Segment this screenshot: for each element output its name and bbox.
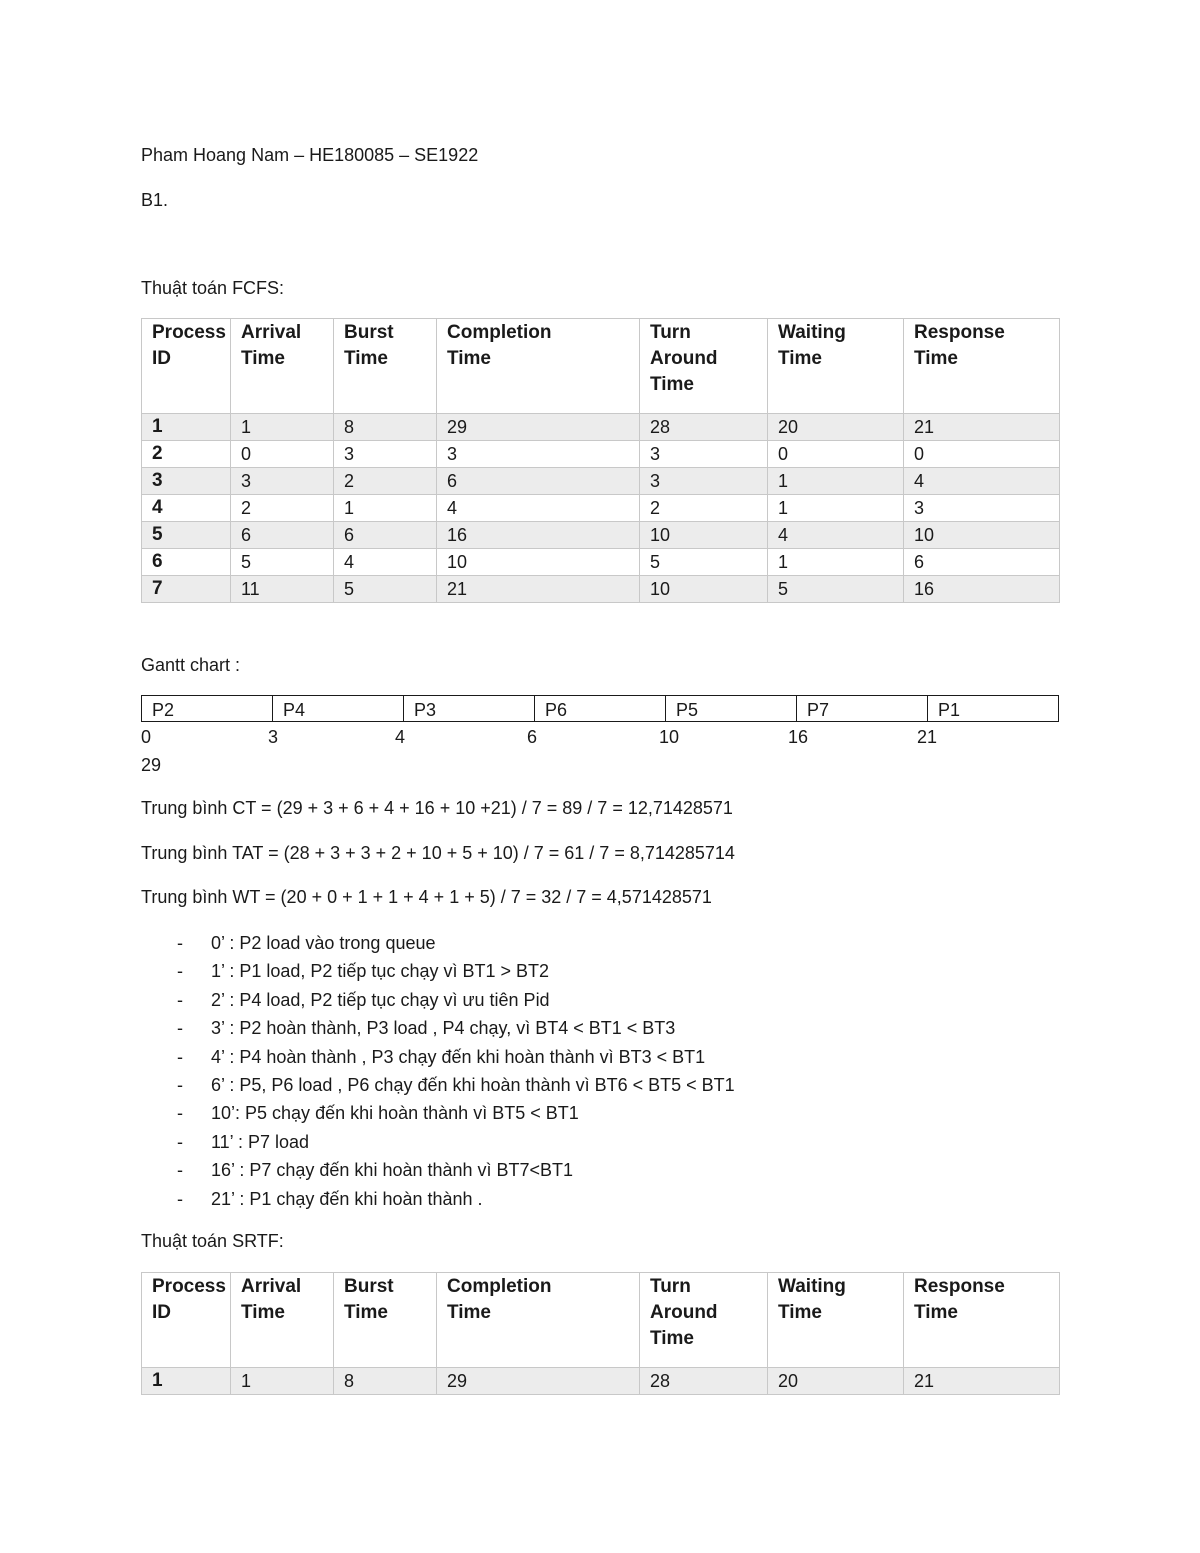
- table-cell: 6: [904, 549, 1060, 576]
- table-cell: 5: [142, 522, 231, 549]
- table-cell: 1: [768, 468, 904, 495]
- header-cell: Turn Around Time: [640, 319, 768, 414]
- header-cell: Process ID: [142, 319, 231, 414]
- table-header-row: [142, 1273, 1060, 1368]
- table-cell: 2: [142, 441, 231, 468]
- list-item: - 2’ : P4 load, P2 tiếp tục chạy vì ưu tiên Pid: [141, 987, 735, 1015]
- table-cell: 4: [904, 468, 1060, 495]
- section-label: B1.: [141, 190, 169, 210]
- table-header-row: [142, 319, 1060, 414]
- gantt-cell: P7: [797, 696, 928, 721]
- list-item: - 0’ : P2 load vào trong queue: [141, 930, 735, 958]
- table-row: [142, 576, 1060, 603]
- table-row: [142, 495, 1060, 522]
- fcfs-title: Thuật toán FCFS:: [141, 278, 285, 298]
- table-cell: 3: [334, 441, 437, 468]
- table-cell: 3: [904, 495, 1060, 522]
- list-item: - 4’ : P4 hoàn thành , P3 chạy đến khi hoàn thành vì BT3 < BT1: [141, 1044, 735, 1072]
- table-cell: 3: [437, 441, 640, 468]
- author-line: Pham Hoang Nam – HE180085 – SE1922: [141, 145, 479, 165]
- average-tat: Trung bình TAT = (28 + 3 + 3 + 2 + 10 + 5 + 10) / 7 = 61 / 7 = 8,714285714: [141, 843, 735, 863]
- table-cell: 6: [437, 468, 640, 495]
- list-item: - 16’ : P7 chạy đến khi hoàn thành vì BT7<BT1: [141, 1157, 735, 1185]
- bullet: -: [177, 989, 183, 1010]
- table-cell: 8: [334, 414, 437, 441]
- table-row: [142, 441, 1060, 468]
- table-cell: 4: [768, 522, 904, 549]
- table-row: [142, 549, 1060, 576]
- table-cell: 10: [904, 522, 1060, 549]
- table-cell: 21: [904, 1368, 1060, 1395]
- header-cell: Burst Time: [334, 1273, 437, 1368]
- table-cell: 2: [231, 495, 334, 522]
- table-cell: 3: [142, 468, 231, 495]
- bullet: -: [177, 1188, 183, 1209]
- list-item: - 21’ : P1 chạy đến khi hoàn thành .: [141, 1186, 735, 1214]
- table-cell: 1: [142, 414, 231, 441]
- table-cell: 29: [437, 414, 640, 441]
- table-cell: 1: [231, 1368, 334, 1395]
- table-cell: 4: [334, 549, 437, 576]
- list-item: - 6’ : P5, P6 load , P6 chạy đến khi hoàn thành vì BT6 < BT5 < BT1: [141, 1072, 735, 1100]
- bullet: -: [177, 1018, 183, 1039]
- table-cell: 7: [142, 576, 231, 603]
- table-cell: 3: [231, 468, 334, 495]
- table-cell: 4: [437, 495, 640, 522]
- table-row: [142, 414, 1060, 441]
- gantt-cell: P3: [404, 696, 535, 721]
- list-item: - 3’ : P2 hoàn thành, P3 load , P4 chạy, vì BT4 < BT1 < BT3: [141, 1015, 735, 1043]
- table-cell: 4: [142, 495, 231, 522]
- bullet: -: [177, 1074, 183, 1095]
- table-cell: 21: [904, 414, 1060, 441]
- gantt-cell: P2: [142, 696, 273, 721]
- header-cell: Process ID: [142, 1273, 231, 1368]
- table-cell: 10: [640, 576, 768, 603]
- table-cell: 1: [142, 1368, 231, 1395]
- gantt-cell: P4: [273, 696, 404, 721]
- gantt-last-tick: 29: [141, 755, 162, 775]
- bullet: -: [177, 1160, 183, 1181]
- gantt-cell: P5: [666, 696, 797, 721]
- header-cell: Completion Time: [437, 1273, 640, 1368]
- table-cell: 1: [334, 495, 437, 522]
- fcfs-table: [141, 318, 1060, 603]
- table-cell: 3: [640, 441, 768, 468]
- table-cell: 1: [768, 495, 904, 522]
- table-cell: 28: [640, 1368, 768, 1395]
- table-cell: 20: [768, 414, 904, 441]
- table-row: [142, 468, 1060, 495]
- table-cell: 11: [231, 576, 334, 603]
- header-cell: Response Time: [904, 319, 1060, 414]
- table-cell: 0: [231, 441, 334, 468]
- gantt-tick: 10: [659, 727, 680, 747]
- average-ct: Trung bình CT = (29 + 3 + 6 + 4 + 16 + 10 +21) / 7 = 89 / 7 = 12,71428571: [141, 798, 733, 818]
- srtf-table: [141, 1272, 1060, 1395]
- bullet: -: [177, 1046, 183, 1067]
- table-row: [142, 1368, 1060, 1395]
- table-cell: 29: [437, 1368, 640, 1395]
- header-cell: Completion Time: [437, 319, 640, 414]
- table-cell: 1: [768, 549, 904, 576]
- gantt-tick: 16: [788, 727, 809, 747]
- table-cell: 8: [334, 1368, 437, 1395]
- header-cell: Waiting Time: [768, 319, 904, 414]
- table-cell: 5: [640, 549, 768, 576]
- table-cell: 3: [640, 468, 768, 495]
- table-cell: 10: [437, 549, 640, 576]
- bullet: -: [177, 961, 183, 982]
- list-item: - 10’: P5 chạy đến khi hoàn thành vì BT5 < BT1: [141, 1100, 735, 1128]
- table-cell: 5: [768, 576, 904, 603]
- table-cell: 6: [142, 549, 231, 576]
- bullet: -: [177, 1103, 183, 1124]
- gantt-chart: [141, 695, 1059, 722]
- list-item: - 11’ : P7 load: [141, 1129, 735, 1157]
- table-cell: 0: [904, 441, 1060, 468]
- table-cell: 21: [437, 576, 640, 603]
- table-cell: 16: [437, 522, 640, 549]
- header-cell: Arrival Time: [231, 1273, 334, 1368]
- step-list: [141, 930, 735, 1214]
- table-row: [142, 522, 1060, 549]
- table-cell: 2: [334, 468, 437, 495]
- table-cell: 5: [334, 576, 437, 603]
- gantt-tick: 0: [141, 727, 152, 747]
- table-cell: 2: [640, 495, 768, 522]
- list-item: - 1’ : P1 load, P2 tiếp tục chạy vì BT1 > BT2: [141, 958, 735, 986]
- table-cell: 6: [231, 522, 334, 549]
- table-cell: 28: [640, 414, 768, 441]
- gantt-tick: 3: [268, 727, 279, 747]
- header-cell: Arrival Time: [231, 319, 334, 414]
- gantt-title: Gantt chart :: [141, 655, 241, 675]
- table-cell: 20: [768, 1368, 904, 1395]
- table-cell: 1: [231, 414, 334, 441]
- header-cell: Waiting Time: [768, 1273, 904, 1368]
- table-cell: 16: [904, 576, 1060, 603]
- gantt-tick: 4: [395, 727, 406, 747]
- table-cell: 6: [334, 522, 437, 549]
- bullet: -: [177, 1131, 183, 1152]
- bullet: -: [177, 933, 183, 953]
- header-cell: Response Time: [904, 1273, 1060, 1368]
- average-wt: Trung bình WT = (20 + 0 + 1 + 1 + 4 + 1 + 5) / 7 = 32 / 7 = 4,571428571: [141, 887, 712, 907]
- srtf-title: Thuật toán SRTF:: [141, 1231, 284, 1251]
- table-cell: 10: [640, 522, 768, 549]
- table-cell: 5: [231, 549, 334, 576]
- gantt-tick: 6: [527, 727, 538, 747]
- header-cell: Burst Time: [334, 319, 437, 414]
- gantt-tick: 21: [917, 727, 938, 747]
- gantt-cell: P6: [535, 696, 666, 721]
- header-cell: Turn Around Time: [640, 1273, 768, 1368]
- gantt-cell: P1: [938, 700, 961, 720]
- table-cell: 0: [768, 441, 904, 468]
